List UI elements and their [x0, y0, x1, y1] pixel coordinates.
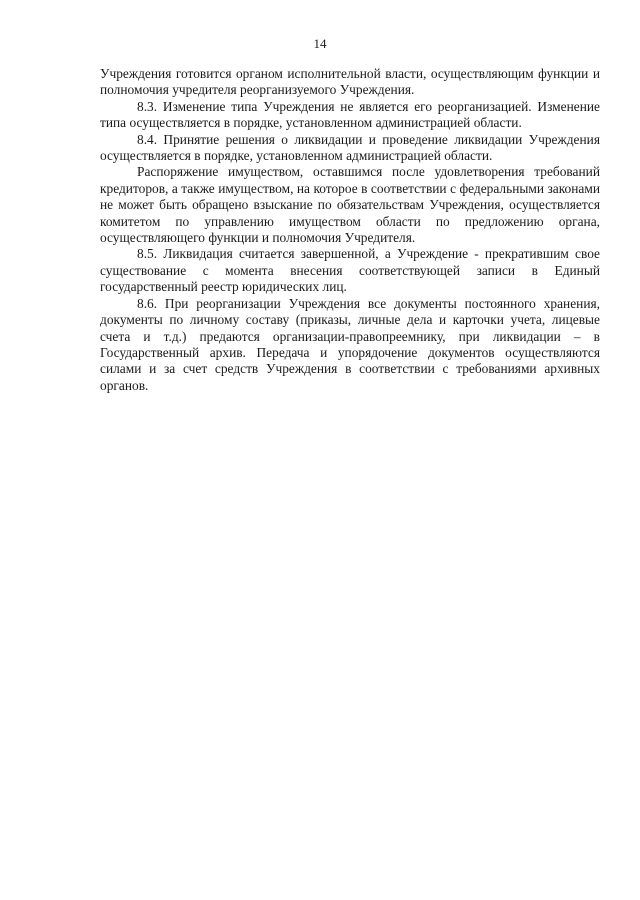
paragraph-8-3: 8.3. Изменение типа Учреждения не является его реорганизацией. Изменение типа осуществляется в порядке, установленном администрацией области.: [100, 98, 600, 131]
paragraph-continuation: Учреждения готовится органом исполнительной власти, осуществляющим функции и полномочия учредителя реорганизуемого Учреждения.: [100, 66, 600, 98]
paragraph-8-4: 8.4. Принятие решения о ликвидации и проведение ликвидации Учреждения осуществляется в порядке, установленном администрацией области.: [100, 131, 600, 164]
paragraph-8-6: 8.6. При реорганизации Учреждения все документы постоянного хранения, документы по личному составу (приказы, личные дела и карточки учета, лицевые счета и т.д.) предаются организации-правопреемнику, при ликвидации – в Государственный архив. Передача и упорядочение документов осуществляются силами и за счет средств Учреждения в соответствии с требованиями архивных органов.: [100, 295, 600, 393]
paragraph-property-disposal: Распоряжение имуществом, оставшимся после удовлетворения требований кредиторов, а также имуществом, на которое в соответствии с федеральными законами не может быть обращено взыскание по обязательствам Учреждения, осуществляется комитетом по управлению имуществом области по предложению органа, осуществляющего функции и полномочия Учредителя.: [100, 164, 600, 246]
page-number: 14: [313, 36, 327, 51]
paragraph-8-5: 8.5. Ликвидация считается завершенной, а Учреждение - прекратившим свое существование с момента внесения соответствующей записи в Единый государственный реестр юридических лиц.: [100, 246, 600, 295]
document-body: [100, 66, 600, 394]
